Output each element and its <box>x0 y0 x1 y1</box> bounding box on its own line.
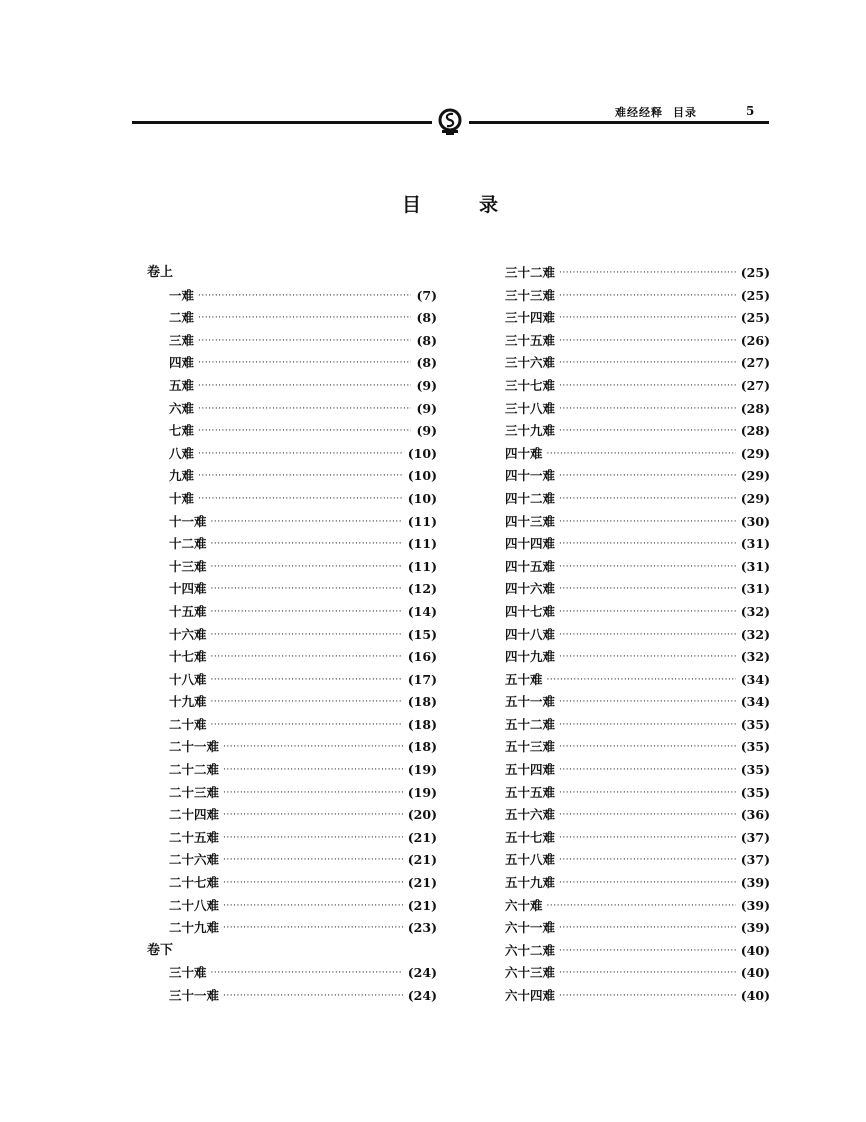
toc-entry-label: 四十二难 <box>505 490 556 506</box>
dot-leader <box>211 714 403 737</box>
toc-entry-page: (14) <box>407 603 437 619</box>
toc-entry-label: 四十五难 <box>505 558 556 574</box>
toc-entry-label: 六十三难 <box>505 965 556 981</box>
toc-entry[interactable] <box>505 307 770 330</box>
toc-entry-page: (35) <box>740 784 770 800</box>
toc-entry-label: 三十九难 <box>505 423 556 439</box>
title-char-1: 目 <box>402 194 422 216</box>
toc-entry[interactable] <box>147 578 437 601</box>
dot-leader <box>559 511 736 534</box>
toc-entry-page: (11) <box>407 536 437 552</box>
toc-entry-page: (39) <box>740 897 770 913</box>
dot-leader <box>559 849 736 872</box>
toc-entry-page: (31) <box>740 536 770 552</box>
toc-entry-page: (21) <box>407 875 437 891</box>
toc-entry[interactable] <box>147 691 437 714</box>
toc-entry-label: 四十难 <box>505 445 543 461</box>
toc-entry-label: 三十八难 <box>505 400 556 416</box>
toc-entry-label: 二十三难 <box>169 784 220 800</box>
toc-entry-label: 十九难 <box>169 694 207 710</box>
dot-leader <box>559 578 736 601</box>
toc-entry-label: 五十八难 <box>505 852 556 868</box>
toc-entry[interactable] <box>505 601 770 624</box>
toc-entry[interactable] <box>147 872 437 895</box>
toc-entry-label: 五十五难 <box>505 784 556 800</box>
toc-left-column <box>147 262 437 1008</box>
dot-leader <box>198 375 411 398</box>
toc-entry-label: 二十五难 <box>169 829 220 845</box>
section-name: 目录 <box>673 106 697 119</box>
dot-leader <box>211 511 403 534</box>
toc-entry[interactable] <box>147 895 437 918</box>
dot-leader <box>559 398 736 421</box>
toc-entry[interactable] <box>505 917 770 940</box>
toc-entry-page: (23) <box>407 920 437 936</box>
dot-leader <box>559 804 736 827</box>
dot-leader <box>211 556 403 579</box>
toc-entry-label: 十五难 <box>169 603 207 619</box>
toc-entry[interactable] <box>505 262 770 285</box>
toc-entry[interactable] <box>147 669 437 692</box>
toc-entry-page: (40) <box>740 942 770 958</box>
toc-entry[interactable] <box>505 646 770 669</box>
toc-entry[interactable] <box>147 601 437 624</box>
dot-leader <box>198 307 411 330</box>
toc-entry-label: 二十七难 <box>169 875 220 891</box>
section-heading-upper: 卷上 <box>147 265 174 280</box>
toc-entry[interactable] <box>505 691 770 714</box>
toc-entry[interactable] <box>505 375 770 398</box>
dot-leader <box>198 398 411 421</box>
dot-leader <box>198 465 403 488</box>
toc-entry[interactable] <box>505 465 770 488</box>
toc-entry-label: 三十二难 <box>505 265 556 280</box>
toc-entry-label: 十六难 <box>169 626 207 642</box>
toc-entry-page: (29) <box>740 490 770 506</box>
toc-entry-label: 八难 <box>169 445 195 461</box>
toc-entry[interactable] <box>505 285 770 308</box>
dot-leader <box>547 443 736 466</box>
toc-entry-page: (8) <box>416 355 437 371</box>
toc-entry-label: 五十难 <box>505 671 543 687</box>
toc-entry-page: (39) <box>740 875 770 891</box>
dot-leader <box>559 872 736 895</box>
dot-leader <box>559 624 736 647</box>
toc-entry[interactable] <box>147 556 437 579</box>
toc-entry-page: (20) <box>407 807 437 823</box>
toc-entry[interactable] <box>147 985 437 1008</box>
toc-entry-label: 二十六难 <box>169 852 220 868</box>
toc-entry-label: 二十一难 <box>169 739 220 755</box>
toc-entry[interactable] <box>147 714 437 737</box>
toc-entry-page: (7) <box>416 287 437 303</box>
toc-entry-page: (11) <box>407 513 437 529</box>
toc-entry-page: (30) <box>740 513 770 529</box>
toc-entry-label: 一难 <box>169 287 195 303</box>
toc-entry-label: 四十八难 <box>505 626 556 642</box>
toc-entry-label: 二难 <box>169 310 195 326</box>
toc-entry-page: (39) <box>740 920 770 936</box>
dot-leader <box>223 895 403 918</box>
toc-entry[interactable] <box>147 465 437 488</box>
toc-entry-label: 二十八难 <box>169 897 220 913</box>
toc-right-column <box>505 262 770 1008</box>
toc-entry-page: (21) <box>407 829 437 845</box>
toc-entry[interactable] <box>505 782 770 805</box>
toc-entry-page: (12) <box>407 581 437 597</box>
toc-entry-label: 六十难 <box>505 897 543 913</box>
toc-entry[interactable] <box>147 917 437 940</box>
dot-leader <box>211 691 403 714</box>
toc-entry-label: 十八难 <box>169 671 207 687</box>
toc-entry[interactable] <box>505 669 770 692</box>
toc-entry[interactable] <box>505 736 770 759</box>
toc-entry-label: 十二难 <box>169 536 207 552</box>
toc-entry-page: (31) <box>740 581 770 597</box>
toc-entry-label: 七难 <box>169 423 195 439</box>
toc-entry-page: (11) <box>407 558 437 574</box>
toc-entry-page: (8) <box>416 310 437 326</box>
toc-entry-page: (9) <box>416 400 437 416</box>
toc-entry-label: 十一难 <box>169 513 207 529</box>
toc-entry-label: 十七难 <box>169 649 207 665</box>
dot-leader <box>211 646 403 669</box>
toc-entry[interactable] <box>147 420 437 443</box>
toc-entry-label: 五十四难 <box>505 762 556 778</box>
toc-entry[interactable] <box>147 624 437 647</box>
dot-leader <box>559 962 736 985</box>
toc-entry-label: 四十九难 <box>505 649 556 665</box>
toc-entry-label: 五十二难 <box>505 716 556 732</box>
toc-entry[interactable] <box>505 511 770 534</box>
toc-entry-page: (25) <box>740 287 770 303</box>
dot-leader <box>559 759 736 782</box>
dot-leader <box>559 646 736 669</box>
toc-entry-page: (40) <box>740 988 770 1003</box>
toc-entry-label: 九难 <box>169 468 195 484</box>
dot-leader <box>559 985 736 1008</box>
dot-leader <box>211 578 403 601</box>
toc-entry-page: (9) <box>416 423 437 439</box>
toc-entry-page: (35) <box>740 716 770 732</box>
toc-entry-page: (19) <box>407 784 437 800</box>
toc-entry[interactable] <box>147 488 437 511</box>
toc-entry[interactable] <box>147 352 437 375</box>
toc-entry-label: 十难 <box>169 490 195 506</box>
toc-entry-page: (27) <box>740 355 770 371</box>
toc-entry-page: (10) <box>407 445 437 461</box>
toc-entry-label: 五十九难 <box>505 875 556 891</box>
page-title <box>402 190 498 217</box>
title-char-2: 录 <box>479 194 499 216</box>
toc-entry-page: (40) <box>740 965 770 981</box>
toc-entry-label: 三十七难 <box>505 377 556 393</box>
dot-leader <box>559 375 736 398</box>
dot-leader <box>559 601 736 624</box>
dot-leader <box>198 443 403 466</box>
dot-leader <box>223 872 403 895</box>
toc-entry-label: 四十七难 <box>505 603 556 619</box>
dot-leader <box>559 782 736 805</box>
dot-leader <box>198 352 411 375</box>
dot-leader <box>223 782 403 805</box>
publisher-emblem-icon <box>434 107 466 137</box>
toc-entry[interactable] <box>147 736 437 759</box>
toc-entry-page: (29) <box>740 445 770 461</box>
toc-entry-page: (21) <box>407 852 437 868</box>
toc-entry[interactable] <box>147 962 437 985</box>
dot-leader <box>198 488 403 511</box>
running-head <box>615 104 697 120</box>
dot-leader <box>559 917 736 940</box>
toc-entry[interactable] <box>147 849 437 872</box>
dot-leader <box>559 940 736 963</box>
dot-leader <box>223 736 403 759</box>
toc-entry-label: 四十一难 <box>505 468 556 484</box>
dot-leader <box>198 285 411 308</box>
toc-entry[interactable] <box>147 533 437 556</box>
toc-entry-page: (26) <box>740 332 770 348</box>
toc-entry[interactable] <box>505 443 770 466</box>
dot-leader <box>211 669 403 692</box>
dot-leader <box>211 533 403 556</box>
dot-leader <box>211 601 403 624</box>
header-rule-right <box>469 121 769 124</box>
dot-leader <box>223 917 403 940</box>
toc-entry-label: 三十三难 <box>505 287 556 303</box>
toc-entry-page: (19) <box>407 762 437 778</box>
toc-entry[interactable] <box>147 646 437 669</box>
toc-entry-label: 六十二难 <box>505 942 556 958</box>
dot-leader <box>223 804 403 827</box>
toc-entry[interactable] <box>505 895 770 918</box>
toc-entry-label: 三十一难 <box>169 988 220 1003</box>
page-number: 5 <box>746 104 755 118</box>
toc-entry-page: (24) <box>407 988 437 1003</box>
toc-entry-label: 五十三难 <box>505 739 556 755</box>
toc-entry[interactable] <box>505 556 770 579</box>
toc-entry-page: (16) <box>407 649 437 665</box>
toc-entry[interactable] <box>147 330 437 353</box>
toc-entry-page: (34) <box>740 671 770 687</box>
toc-entry-page: (27) <box>740 377 770 393</box>
toc-entry[interactable] <box>147 511 437 534</box>
toc-entry-page: (35) <box>740 762 770 778</box>
toc-entry[interactable] <box>147 285 437 308</box>
toc-entry-label: 六十一难 <box>505 920 556 936</box>
toc-entry-label: 五十一难 <box>505 694 556 710</box>
dot-leader <box>559 307 736 330</box>
toc-entry-page: (8) <box>416 332 437 348</box>
dot-leader <box>559 420 736 443</box>
toc-entry-label: 二十四难 <box>169 807 220 823</box>
toc-entry[interactable] <box>505 352 770 375</box>
dot-leader <box>559 285 736 308</box>
toc-entry-label: 三十四难 <box>505 310 556 326</box>
toc-entry[interactable] <box>147 804 437 827</box>
dot-leader <box>198 420 411 443</box>
dot-leader <box>547 669 736 692</box>
toc-entry-page: (34) <box>740 694 770 710</box>
dot-leader <box>223 827 403 850</box>
toc-entry-label: 十三难 <box>169 558 207 574</box>
toc-entry[interactable] <box>505 985 770 1008</box>
toc-entry[interactable] <box>505 849 770 872</box>
toc-entry-label: 五十六难 <box>505 807 556 823</box>
toc-entry-label: 三难 <box>169 332 195 348</box>
toc-entry-page: (15) <box>407 626 437 642</box>
toc-entry[interactable] <box>147 827 437 850</box>
dot-leader <box>559 736 736 759</box>
toc-entry[interactable] <box>505 624 770 647</box>
toc-entry-label: 四十四难 <box>505 536 556 552</box>
toc-entry-page: (31) <box>740 558 770 574</box>
toc-entry-label: 三十难 <box>169 965 207 981</box>
toc-entry[interactable] <box>147 759 437 782</box>
toc-entry-page: (21) <box>407 897 437 913</box>
toc-entry[interactable] <box>505 759 770 782</box>
dot-leader <box>211 962 403 985</box>
dot-leader <box>559 827 736 850</box>
toc-entry[interactable] <box>147 375 437 398</box>
dot-leader <box>559 465 736 488</box>
dot-leader <box>211 624 403 647</box>
toc-entry[interactable] <box>505 962 770 985</box>
toc-entry[interactable] <box>147 782 437 805</box>
book-title: 难经经释 <box>615 106 663 119</box>
dot-leader <box>547 895 736 918</box>
toc-entry-label: 六难 <box>169 400 195 416</box>
toc-entry[interactable] <box>147 443 437 466</box>
dot-leader <box>223 759 403 782</box>
toc-entry[interactable] <box>505 578 770 601</box>
toc-entry[interactable] <box>505 872 770 895</box>
toc-entry-page: (32) <box>740 649 770 665</box>
dot-leader <box>559 691 736 714</box>
toc-entry-page: (25) <box>740 310 770 326</box>
toc-entry[interactable] <box>147 398 437 421</box>
toc-entry-page: (17) <box>407 671 437 687</box>
toc-entry-label: 十四难 <box>169 581 207 597</box>
toc-entry-label: 五十七难 <box>505 829 556 845</box>
toc-entry[interactable] <box>505 420 770 443</box>
dot-leader <box>559 262 736 285</box>
toc-entry-page: (18) <box>407 716 437 732</box>
toc-entry[interactable] <box>505 533 770 556</box>
toc-entry[interactable] <box>505 940 770 963</box>
dot-leader <box>559 714 736 737</box>
toc-entry-label: 二十二难 <box>169 762 220 778</box>
dot-leader <box>559 330 736 353</box>
toc-entry-page: (32) <box>740 603 770 619</box>
toc-entry-page: (10) <box>407 490 437 506</box>
toc-entry[interactable] <box>505 714 770 737</box>
toc-entry-page: (28) <box>740 423 770 439</box>
toc-entry-page: (10) <box>407 468 437 484</box>
dot-leader <box>198 330 411 353</box>
toc-entry-label: 二十难 <box>169 716 207 732</box>
toc-entry-label: 二十九难 <box>169 920 220 936</box>
toc-entry[interactable] <box>505 827 770 850</box>
toc-entry-page: (32) <box>740 626 770 642</box>
toc-entry-label: 五难 <box>169 377 195 393</box>
toc-entry-page: (18) <box>407 694 437 710</box>
dot-leader <box>559 533 736 556</box>
dot-leader <box>223 985 403 1008</box>
toc-entry[interactable] <box>505 398 770 421</box>
toc-entry-label: 四难 <box>169 355 195 371</box>
toc-entry-label: 六十四难 <box>505 988 556 1003</box>
toc-entry-page: (35) <box>740 739 770 755</box>
toc-entry[interactable] <box>505 804 770 827</box>
dot-leader <box>559 488 736 511</box>
toc-entry-label: 三十五难 <box>505 332 556 348</box>
toc-entry-page: (18) <box>407 739 437 755</box>
dot-leader <box>223 849 403 872</box>
toc-entry[interactable] <box>147 307 437 330</box>
section-heading-lower: 卷下 <box>147 942 174 958</box>
toc-entry-page: (25) <box>740 265 770 280</box>
dot-leader <box>559 352 736 375</box>
toc-entry-page: (36) <box>740 807 770 823</box>
toc-entry-label: 四十三难 <box>505 513 556 529</box>
toc-entry-page: (37) <box>740 829 770 845</box>
header-rule-left <box>132 121 432 124</box>
toc-entry-page: (29) <box>740 468 770 484</box>
toc-entry[interactable] <box>505 330 770 353</box>
toc-entry-page: (28) <box>740 400 770 416</box>
toc-entry-page: (9) <box>416 377 437 393</box>
toc-entry-label: 三十六难 <box>505 355 556 371</box>
toc-entry-page: (24) <box>407 965 437 981</box>
toc-entry-page: (37) <box>740 852 770 868</box>
dot-leader <box>559 556 736 579</box>
toc-entry[interactable] <box>505 488 770 511</box>
toc-entry-label: 四十六难 <box>505 581 556 597</box>
